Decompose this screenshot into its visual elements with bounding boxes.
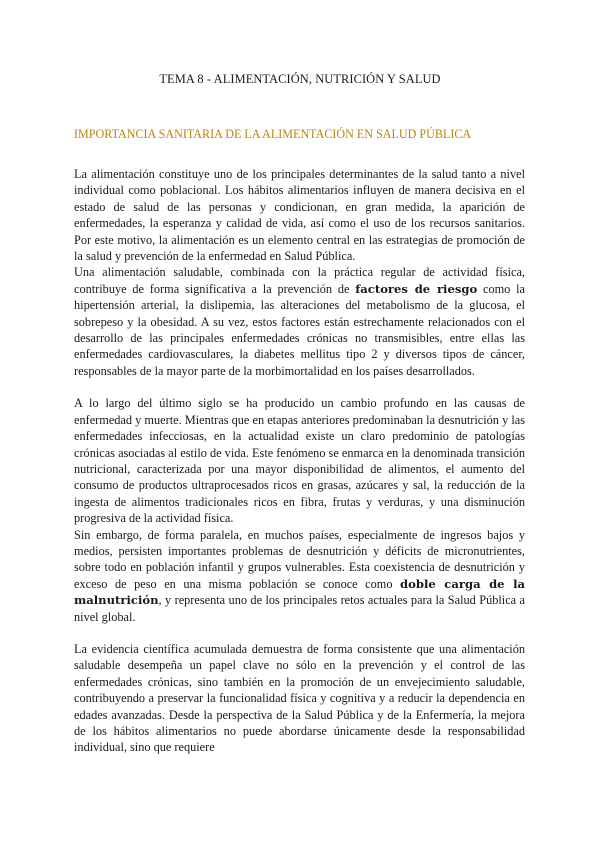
paragraph-4 — [74, 527, 525, 625]
paragraph-5: La evidencia científica acumulada demuestra de forma consistente que una alimentación saludable desempeña un papel clave no sólo en la prevención y el control de las enfermedades crónicas, sino también en la promoción de un envejecimiento saludable, contribuyendo a preservar la funcionalidad física y cognitiva y a reducir la dependencia en edades avanzadas. Desde la perspectiva de la Salud Pública y de la Enfermería, la mejora de los hábitos alimentarios no puede abordarse únicamente desde la responsabilidad individual, sino que requiere — [74, 641, 525, 755]
paragraph-4-text-end: , y representa uno de los principales retos actuales para la Salud Pública a nivel global. — [74, 593, 525, 624]
page-title: TEMA 8 - ALIMENTACIÓN, NUTRICIÓN Y SALUD — [159, 72, 441, 86]
paragraph-2 — [74, 264, 525, 379]
double-burden-term: doble carga de la malnutrición — [74, 576, 525, 608]
paragraph-4-text: Sin embargo, de forma paralela, en muchos países, especialmente de ingresos bajos y medios, persisten importantes problemas de desnutrición y déficits de micronutrientes, sobre todo en población infantil y grupos vulnerables. Esta coexistencia de desnutrición y exceso de peso en una misma población se conoce como — [74, 527, 525, 591]
section-heading: IMPORTANCIA SANITARIA DE LA ALIMENTACIÓN EN SALUD PÚBLICA — [74, 127, 472, 141]
document-body — [74, 166, 525, 756]
paragraph-3: A lo largo del último siglo se ha producido un cambio profundo en las causas de enfermedad y muerte. Mientras que en etapas anteriores predominaban la desnutrición y las enfermedades infecciosas, en la actualidad existe un claro predominio de patologías crónicas asociadas al estilo de vida. Este fenómeno se enmarca en la denominada transición nutricional, caracterizada por una mayor disponibilidad de alimentos, el aumento del consumo de productos ultraprocesados ricos en grasas, azúcares y sal, la reducción de la ingesta de alimentos tradicionales ricos en fibra, frutas y verduras, y una disminución progresiva de la actividad física. — [74, 396, 525, 526]
paragraph-2-text: Una alimentación saludable, combinada con la práctica regular de actividad física, contribuye de forma significativa a la prevención de — [74, 265, 525, 296]
paragraph-1: La alimentación constituye uno de los principales determinantes de la salud tanto a nivel individual como poblacional. Los hábitos alimentarios influyen de manera decisiva en el estado de salud de las personas y condicionan, en gran medida, la aparición de enfermedades, la esperanza y calidad de vida, así como el uso de los recursos sanitarios. Por este motivo, la alimentación es un elemento central en las estrategias de promoción de la salud y prevención de la enfermedad en Salud Pública. — [74, 167, 525, 264]
risk-factors-term: factores de riesgo — [355, 281, 478, 296]
paragraph-2-text-end: como la hipertensión arterial, la dislipemia, las alteraciones del metabolismo de la glucosa, el sobrepeso y la obesidad. A su vez, estos factores están estrechamente relacionados con el desarrollo de las principales enfermedades crónicas no transmisibles, entre ellas las enfermedades cardiovasculares, la diabetes mellitus tipo 2 y diversos tipos de cáncer, responsables de la mayor parte de la morbimortalidad en los países desarrollados. — [74, 281, 525, 378]
